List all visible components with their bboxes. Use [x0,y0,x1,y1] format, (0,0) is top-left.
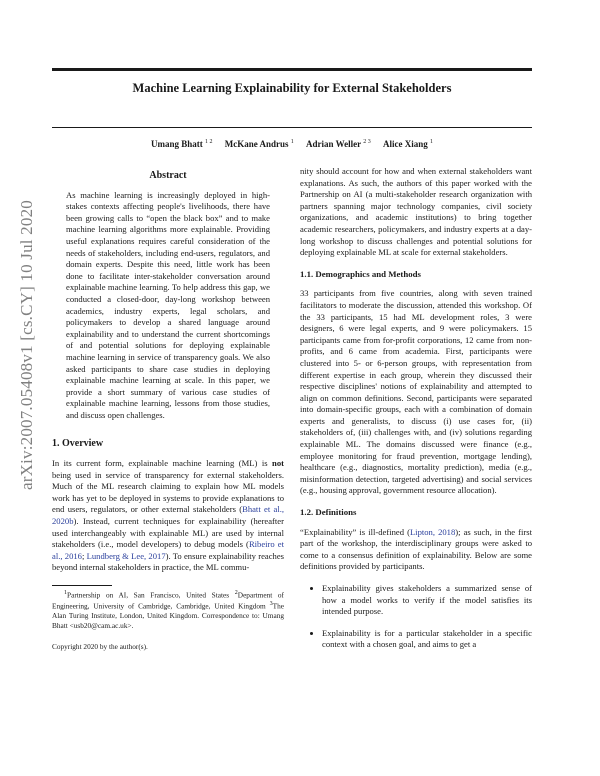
footnote-text: Partnership on AI, San Francisco, United States [67,590,235,600]
overview-text: In its current form, explainable machine learning (ML) is [52,458,273,469]
arxiv-stamp: arXiv:2007.05408v1 [cs.CY] 10 Jul 2020 [17,200,36,490]
definitions-list [300,583,532,651]
author [306,139,371,149]
citation-link[interactable]: Bhatt et al., 2020b [52,504,284,527]
demographics-paragraph: 33 participants from five countries, along with seven trained facilitators to moderate the discussion, attended this workshop. Of the 33 participants, 15 had ML development roles, 3 were designers, 6 were legal experts, and 9 were policymakers. 15 participants came from for-profit corporations, 12 came from non-profits, and 6 came from academia. First, participants were clustered into 5- or 6-person groups, with representation from different expertise in each group, wherein they discussed their respective disciplines' notions of explainability and attempted to align on common definitions. Second, participants were separated into domain-specific groups, each with a combination of domain experts and generalists, to discuss (i) use cases for, (ii) stakeholders of, (iii) challenges with, and (iv) solutions regarding explainable ML. The domains discussed were finance (e.g., employee monitoring for fraud prevention, mortgage lending), healthcare (e.g., diagnostics, mortality prediction), media (e.g., misinformation detection, targeted advertising) and social services (e.g., housing approval, government resource allocation). [300,288,532,496]
left-column [52,166,284,653]
author-affiliation: 1 [429,139,433,145]
citation-link[interactable]: Ribeiro et al., 2016 [52,539,284,561]
author-name: Adrian Weller [306,139,361,149]
citation-link[interactable]: Lipton, 2018 [409,526,456,537]
overview-emphasis: not [272,458,284,469]
definitions-text: “Explainability” is ill-defined ( [300,526,410,537]
overview-paragraph [52,458,284,574]
footnote-marker: 1 [64,590,68,596]
author [383,139,433,149]
citation-link[interactable]: Lundberg & Lee, 2017 [86,550,166,561]
title-top-rule [52,68,532,71]
demographics-heading: 1.1. Demographics and Methods [300,268,421,279]
author-name: Umang Bhatt [151,139,203,149]
definitions-paragraph [300,527,532,573]
definitions-text: ); as such, in the first part of the workshop, the interdisciplinary groups were asked to come to a consensus definition of explainability. Below are some definitions provided by participants. [300,526,533,572]
affiliation-footnote [52,589,284,631]
footnote-text: The Alan Turing Institute, London, United Kingdom. Correspondence to: Umang Bhatt <usb20@cam.ac.uk>. [52,601,284,631]
definitions-heading: 1.2. Definitions [300,507,357,518]
footnote-marker: 2 [234,590,238,596]
author [225,139,294,149]
list-item: • Explainability is for a particular stakeholder in a specific context with a chosen goal, and aims to get a [322,628,532,651]
author-name: Alice Xiang [382,139,428,149]
footnote-marker: 3 [269,601,273,608]
author-name: McKane Andrus [224,139,289,149]
title-bottom-rule [52,127,532,128]
abstract-text: As machine learning is increasingly deployed in high-stakes contexts affecting people's livelihoods, there have been growing calls to “open the black box” and to make machine learning algorithms more explainable. Providing useful explanations requires careful consideration of the needs of stakeholders, including end-users, regulators, and domain experts. Despite this need, little work has been done to facilitate inter-stakeholder conversation around explainable machine learning. To help address this gap, we conducted a closed-door, day-long workshop between academics, industry experts, legal scholars, and policymakers to develop a shared language around explainability and to understand the current shortcomings of and potential solutions for deploying explainable machine learning in service of transparency goals. We also asked participants to share case studies in deploying explainable machine learning at scale. In this paper, we provide a short summary of various case studies of explainable machine learning, lessons from those studies, and discuss open challenges. [66,189,270,420]
abstract-heading: Abstract [149,170,187,181]
author-affiliation: 1 [290,139,294,145]
footnote-rule [52,585,112,586]
author [151,139,213,149]
overview-text: ). To ensure explainability reaches beyond internal stakeholders in practice, the ML commu- [52,550,284,573]
paper-title: Machine Learning Explainability for External Stakeholders [132,81,452,95]
list-item: • Explainability gives stakeholders a summarized sense of how a model works to verify if the model satisfies its intended purpose. [322,583,532,618]
overview-continuation: nity should account for how and when external stakeholders want explanations. As such, the authors of this paper worked with the Partnership on AI (a multi-stakeholder research organization with partners spanning major technology companies, civil society organizations, and academic institutions) to bring together academic researchers, policymakers, and industry experts at a day-long workshop to discuss challenges and potential solutions for deploying explainable ML at scale for external stakeholders. [300,166,532,258]
footnote-text: Department of Engineering, University of Cambridge, Cambridge, United Kingdom [52,590,284,611]
overview-text: ). Instead, current techniques for explainability (hereafter used interchangeably with explainable ML) are used by internal stakeholders (i.e., model developers) to debug models ( [52,516,284,550]
overview-text: being used in service of transparency for external stakeholders. Much of the ML research claiming to explain how ML models work has yet to be deployed in systems to provide explanations to end users, regulators, or other external stakeholders ( [52,469,284,515]
author-affiliation: 2 3 [363,139,371,145]
overview-text: ; [81,550,87,561]
copyright-notice: Copyright 2020 by the author(s). [52,642,148,652]
author-affiliation: 1 2 [205,139,213,145]
overview-heading: 1. Overview [52,438,104,450]
author-list [52,139,532,149]
right-column [300,166,532,661]
